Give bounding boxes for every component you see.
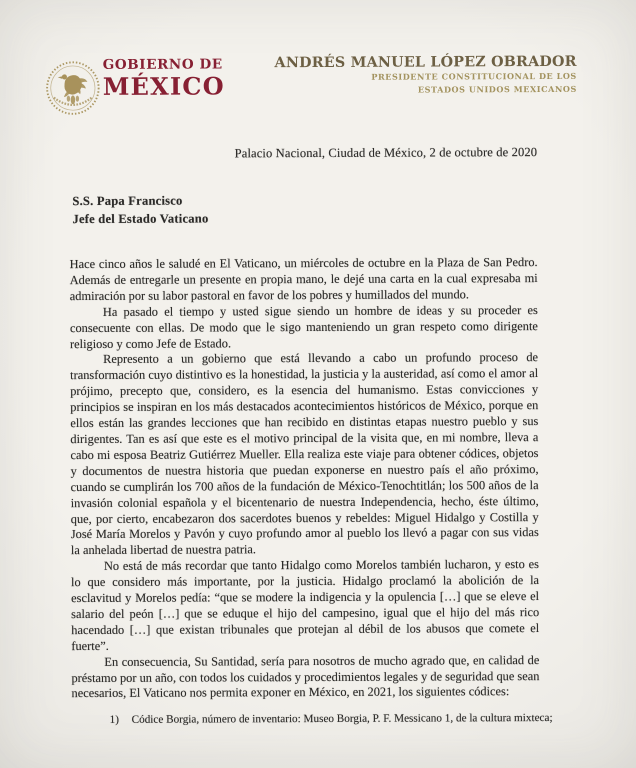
president-letterhead [274, 55, 576, 96]
list-item-text: Códice Borgia, número de inventario: Museo Borgia, P. F. Messicano 1, de la cultura mixteca; [131, 711, 553, 726]
recipient-title: Jefe del Estado Vaticano [72, 211, 209, 227]
dateline: Palacio Nacional, Ciudad de México, 2 de octubre de 2020 [234, 145, 538, 161]
logo-line-gobierno-de: GOBIERNO DE [102, 56, 223, 73]
codex-list [110, 711, 562, 727]
paragraph-1: Hace cinco años le saludé en El Vaticano, un miércoles de octubre en la Plaza de San Pedro. Además de entregarle un presente en propia mano, le dejé una carta en la cual expresaba mi admiración por su labor pastoral en favor de los pobres y humillados del mundo. [69, 255, 538, 303]
list-item-number: 1) [109, 713, 119, 726]
logo-line-mexico: MÉXICO [102, 70, 225, 101]
paragraph-5: En consecuencia, Su Santidad, sería para nosotros de mucho agrado que, en calidad de préstamo por un año, con todos los cuidados y procedimientos legales y de seguridad que sean necesarios, El Vaticano nos permita exponer en México, en 2021, los siguientes códices: [71, 652, 540, 701]
recipient-name: S.S. Papa Francisco [72, 193, 183, 209]
paragraph-4: No está de más recordar que tanto Hidalgo como Morelos también lucharon, y esto es lo que considero más importante, por la justicia. Hidalgo proclamó la abolición de la esclavitud y Morelos pedía: “que se modere la indigencia y la opulencia […] que se eleve el salario del peón […] que se eduque el hijo del campesino, igual que el hijo del más rico hacendado […] que existan tribunales que protejan al débil de los abusos que comete el fuerte”. [70, 557, 540, 653]
gobierno-de-mexico-logo [102, 56, 225, 101]
paragraph-2: Ha pasado el tiempo y usted sigue siendo un hombre de ideas y su proceder es consecuente con ellas. De modo que le sigo manteniendo un gran respeto como dirigente religioso y como Jefe de Estado. [69, 302, 538, 351]
recipient-block [72, 191, 208, 228]
list-item [110, 711, 562, 727]
letter-body [70, 255, 540, 702]
president-title-line-1: PRESIDENTE CONSTITUCIONAL DE LOS [371, 71, 577, 83]
president-title-line-2: ESTADOS UNIDOS MEXICANOS [417, 83, 577, 95]
mexico-coat-of-arms-seal-icon [45, 58, 101, 118]
paragraph-3: Represento a un gobierno que está llevando a cabo un profundo proceso de transformación cuyo distintivo es la honestidad, la justicia y la austeridad, así como el amor al prójimo, precepto que, considero, es la esencia del humanismo. Estas convicciones y principios se inspiran en los más destacados acontecimientos históricos de México, porque en ellos están las grandes lecciones que han recibido en distintas etapas nuestro pueblo y sus dirigentes. Tan es así que este es el motivo principal de la visita que, en mi nombre, lleva a cabo mi esposa Beatriz Gutiérrez Mueller. Ella realiza este viaje para obtener códices, objetos y documentos de nuestra historia que puedan exponerse en nuestro país el año próximo, cuando se cumplirán los 700 años de la fundación de México-Tenochtitlán; los 500 años de la invasión colonial española y el bicentenario de nuestra Independencia, hecho, éste último, que, por cierto, encabezaron dos sacerdotes buenos y rebeldes: Miguel Hidalgo y Costilla y José María Morelos y Pavón y cuyo profundo amor al pueblo los llevó a pagar con sus vidas la anhelada libertad de nuestra patria. [70, 350, 539, 558]
president-name: ANDRÉS MANUEL LÓPEZ OBRADOR [274, 53, 577, 72]
